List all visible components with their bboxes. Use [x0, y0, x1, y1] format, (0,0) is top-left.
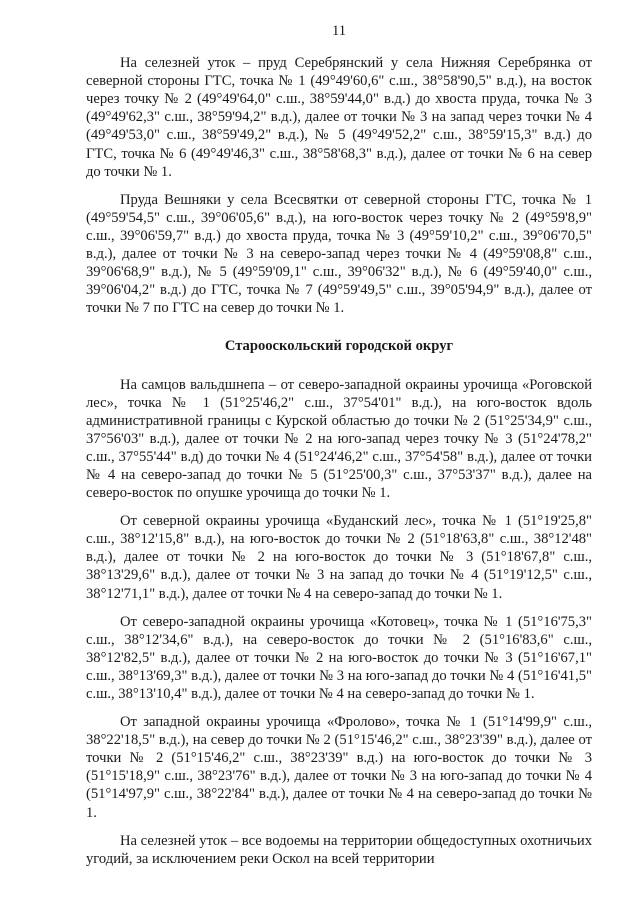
page-number: 11	[331, 23, 347, 39]
paragraph-woodcock-rogovskoy: На самцов вальдшнепа – от северо-западной окраины урочища «Роговской лес», точка № 1 (51°25'46,2" с.ш., 37°54'01" в.д.), на юго-восток вдоль административной границы с Курской областью до точки № 2 (51°25'34,9" с.ш., 37°56'03" в.д.), далее от точки № 2 на юго-запад через точку № 3 (51°24'78,2" с.ш., 37°55'44" в.д) до точки № 4 (51°24'46,2" с.ш., 37°54'58" в.д.), далее от точки № 4 на северо-запад до точки № 5 (51°25'00,3" с.ш., 37°53'37" в.д.), далее на северо-восток по опушке урочища до точки № 1.	[86, 376, 592, 502]
paragraph-kotovets: От северо-западной окраины урочища «Котовец», точка № 1 (51°16'75,3" с.ш., 38°12'34,6" в.д.), на северо-восток до точки № 2 (51°16'83,6" с.ш., 38°12'82,5" в.д.), далее от точки № 2 на юго-восток до точки № 3 (51°16'67,1" с.ш., 38°13'69,3" в.д.), далее от точки № 3 на юго-запад до точки № 4 (51°16'41,5" с.ш., 38°13'10,4" в.д.), далее от точки № 4 на северо-запад до точки № 1.	[86, 613, 592, 702]
paragraph-ducks-all-waters: На селезней уток – все водоемы на территории общедоступных охотничьих угодий, за исключением реки Оскол на всей территории	[86, 832, 592, 867]
paragraph-pond-veshnyaki: Пруда Вешняки у села Всесвятки от северной стороны ГТС, точка № 1 (49°59'54,5" с.ш., 39°06'05,6" в.д.), на юго-восток через точку № 2 (49°59'8,9" с.ш., 39°06'59,7" в.д.) до хвоста пруда, точка № 3 (49°59'10,2" с.ш., 39°06'70,5" в.д.), далее от точки № 3 на северо-запад через точки № 4 (49°59'08,8" с.ш., 39°06'68,9" в.д.), № 5 (49°59'09,1" с.ш., 39°06'32" в.д.), № 6 (49°59'40,0" с.ш., 39°06'04,2" в.д.) до ГТС, точка № 7 (49°59'49,5" с.ш., 39°05'94,9" в.д.), далее от точки № 7 по ГТС на север до точки № 1.	[86, 191, 592, 317]
section-heading: Старооскольский городской округ	[224, 338, 454, 355]
paragraph-budansky-forest: От северной окраины урочища «Буданский лес», точка № 1 (51°19'25,8" с.ш., 38°12'15,8" в.д.), на юго-восток до точки № 2 (51°18'63,8" с.ш., 38°12'48" в.д.), далее от точки № 2 на юго-восток до точки № 3 (51°18'67,8" с.ш., 38°13'29,6" в.д.), далее от точки № 3 на запад до точки № 4 (51°19'12,5" с.ш., 38°12'71,1" в.д.), далее от точки № 4 на северо-запад до точки № 1.	[86, 513, 592, 602]
paragraph-frolovo: От западной окраины урочища «Фролово», точка № 1 (51°14'99,9" с.ш., 38°22'18,5" в.д.), на север до точки № 2 (51°15'46,2" с.ш., 38°23'39" в.д.), далее от точки № 2 (51°15'46,2" с.ш., 38°23'39" в.д.) на юго-восток до точки № 3 (51°15'18,9" с.ш., 38°23'76" в.д.), далее от точки № 3 на юго-запад до точки № 4 (51°14'97,9" с.ш., 38°22'84" в.д.), далее от точки № 4 на северо-запад до точки № 1.	[86, 714, 592, 821]
paragraph-pond-serebryansky: На селезней уток – пруд Серебрянский у села Нижняя Серебрянка от северной стороны ГТС, точка № 1 (49°49'60,6" с.ш., 38°58'90,5" в.д.), на восток через точку № 2 (49°49'64,0" с.ш., 38°59'44,0" в.д.) до хвоста пруда, точка № 3 (49°49'62,3" с.ш., 38°59'94,2" в.д.), далее от точки № 3 на запад через точки № 4 (49°49'53,0" с.ш., 38°59'49,2" в.д.), № 5 (49°49'52,2" с.ш., 38°59'15,3" в.д.) до ГТС, точка № 6 (49°49'46,3" с.ш., 38°58'68,3" в.д.), далее от точки № 6 на север до точки № 1.	[86, 55, 592, 180]
